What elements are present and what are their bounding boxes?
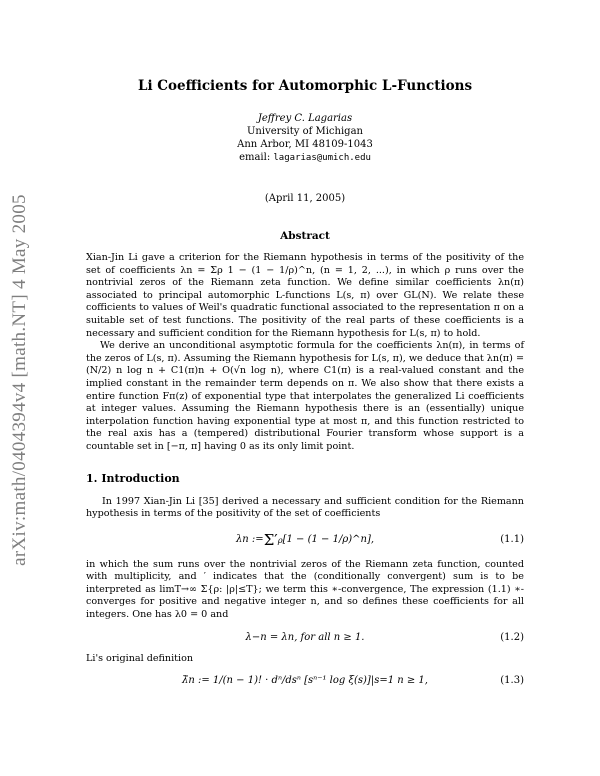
- eq1-sum: Σ′: [263, 530, 278, 549]
- author-address: Ann Arbor, MI 48109-1043: [237, 139, 373, 150]
- intro-paragraph-2: in which the sum runs over the nontrivial zeros of the Riemann zeta function, counted with multiplicity, and ′ indicates that the (conditionally convergent) sum is to be interpreted as limT→∞ Σ{ρ: |ρ|≤T}; we term this ∗-convergence, The expression (1.1) ∗-converges for positive and negative integer n, and so defines these coefficients for all integers. One has λ0 = 0 and: [86, 558, 524, 621]
- eq2-text: λ−n = λn, for all n ≥ 1.: [245, 631, 365, 643]
- equation-1-1: [86, 531, 524, 549]
- eq1-lhs: λn :=: [235, 534, 264, 546]
- intro-paragraph-3: Li's original definition: [86, 652, 194, 664]
- equation-1-2: [86, 632, 524, 643]
- eq3-text: λ̃n := 1/(n − 1)! · dⁿ/dsⁿ [sⁿ⁻¹ log ξ(s)]|s=1 n ≥ 1,: [182, 675, 428, 687]
- author-block: [86, 112, 524, 165]
- email-label: email:: [239, 152, 271, 163]
- abstract-paragraph-1: Xian-Jin Li gave a criterion for the Riemann hypothesis in terms of the positivity of the set of coefficients λn = Σρ 1 − (1 − 1/ρ)^n, (n = 1, 2, ...), in which ρ runs over the nontrivial zeros of the Riemann zeta function. We define similar coefficients λn(π) associated to principal automorphic L-functions L(s, π) over GL(N). We relate these cofficients to values of Weil's quadratic functional associated to the representation π on a suitable set of test functions. The positivity of the real parts of these coefficients is a necessary and sufficient condition for the Riemann hypothesis for L(s, π) to hold.: [86, 252, 524, 339]
- arxiv-side-stamp: [8, 190, 32, 570]
- eq1-number: (1.1): [500, 534, 524, 546]
- author-email[interactable]: lagarias@umich.edu: [273, 153, 371, 163]
- abstract: [86, 230, 524, 454]
- introduction-section: [86, 472, 524, 687]
- author-email-line: [86, 151, 524, 165]
- eq2-number: (1.2): [500, 631, 524, 643]
- section-heading: 1. Introduction: [86, 471, 180, 485]
- paper-page: [86, 70, 524, 696]
- author-name: Jeffrey C. Lagarias: [257, 113, 353, 124]
- eq1-sub: ρ: [277, 534, 283, 545]
- abstract-paragraph-2: We derive an unconditional asymptotic formula for the coefficients λn(π), in terms of the zeros of L(s, π). Assuming the Riemann hypothesis for L(s, π), we deduce that λn(π) = (N/2) n log n + C1(π)n + O(√n log n), where C1(π) is a real-valued constant and the implied constant in the remainder term depends on π. We also show that there exists a entire function Fπ(z) of exponential type that interpolates the generalized Li coefficients at integer values. Assuming the Riemann hypothesis there is an (essentially) unique interpolation function having exponential type at most π, and this function restricted to the real axis has a (tempered) distributional Fourier transform whose support is a countable set in [−π, π] having 0 as its only limit point.: [86, 340, 524, 452]
- intro-paragraph-1: In 1997 Xian-Jin Li [35] derived a necessary and sufficient condition for the Riemann hypothesis in terms of the positivity of the set of coefficients: [86, 495, 524, 520]
- author-affiliation: University of Michigan: [247, 126, 363, 137]
- arxiv-stamp-text: arXiv:math/0404394v4 [math.NT] 4 May 2005: [9, 194, 31, 566]
- paper-title: Li Coefficients for Automorphic L-Functions: [137, 78, 473, 94]
- abstract-heading: Abstract: [280, 230, 330, 242]
- eq3-number: (1.3): [500, 675, 524, 687]
- equation-1-3: [86, 675, 524, 686]
- paper-date: (April 11, 2005): [264, 193, 346, 204]
- eq1-body: [1 − (1 − 1/ρ)^n],: [282, 534, 375, 546]
